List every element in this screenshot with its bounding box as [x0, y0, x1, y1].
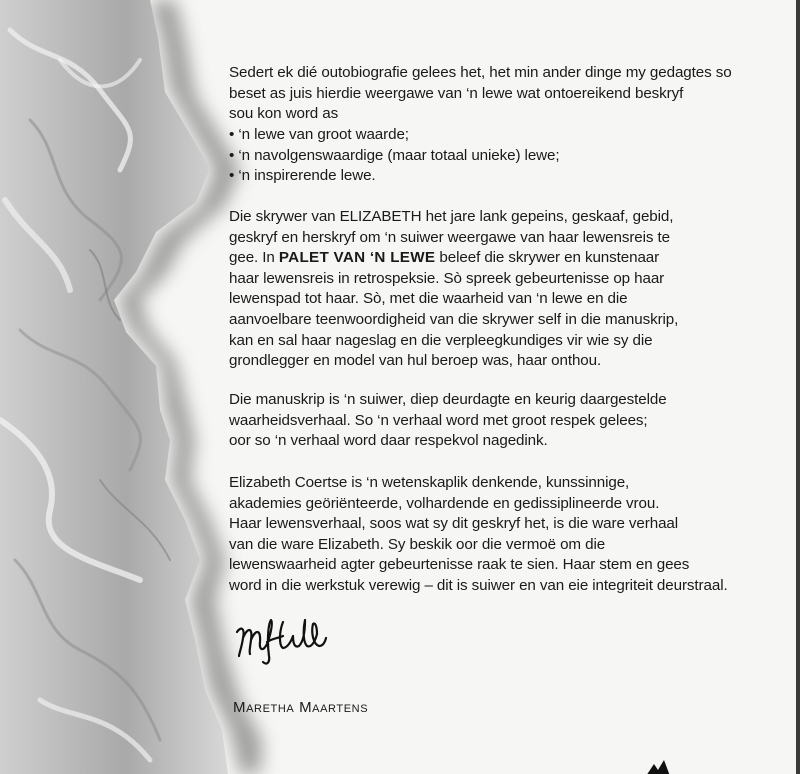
- text-line: haar lewensreis in retrospeksie. Sò spreek gebeurtenisse op haar: [229, 269, 665, 287]
- corner-logo-mark: [640, 756, 680, 774]
- text-line: Haar lewensverhaal, soos wat sy dit geskryf het, is die ware verhaal: [229, 515, 679, 533]
- text-line: geskryf en herskryf om ‘n suiwer weergawe van haar lewensreis te: [229, 228, 670, 246]
- paragraph-four: [229, 473, 777, 597]
- author-name: Maretha Maartens: [233, 699, 369, 716]
- text-line: sou kon word as: [229, 105, 339, 123]
- text-line: van die ware Elizabeth. Sy beskik oor die vermoë om die: [229, 535, 606, 553]
- text-line: waarheidsverhaal. So ‘n verhaal word met groot respek gelees;: [229, 411, 648, 429]
- paragraph-three: [229, 390, 777, 452]
- paragraph-two-block: [229, 207, 777, 392]
- text-line: Die skrywer van ELIZABETH het jare lank gepeins, geskaaf, gebid,: [229, 208, 674, 225]
- intro-paragraph: [229, 63, 777, 125]
- book-title: PALET VAN ‘N LEWE: [278, 249, 436, 267]
- text-line: beset as juis hierdie weergawe van ‘n lewe wat ontoereikend beskryf: [229, 84, 684, 102]
- text-line: word in die werkstuk verewig – dit is suiwer en van eie integriteit deurstraal.: [229, 576, 728, 594]
- qualities-list: [229, 125, 777, 187]
- text-line: akademies geöriënteerde, volhardende en gedissiplineerde vrou.: [229, 494, 660, 512]
- text-line: aanvoelbare teenwoordigheid van die skrywer self in die manuskrip,: [229, 310, 679, 328]
- list-item: • ‘n navolgenswaardige (maar totaal unieke) lewe;: [229, 146, 777, 167]
- text-line: Sedert ek dié outobiografie gelees het, het min ander dinge my gedagtes so: [229, 64, 732, 81]
- paragraph-three-block: [229, 390, 777, 472]
- list-item: • ‘n inspirerende lewe.: [229, 166, 777, 187]
- handwritten-signature: [233, 612, 328, 667]
- text-line: Elizabeth Coertse is ‘n wetenskaplik denkende, kunssinnige,: [229, 474, 630, 491]
- text-line: oor so ‘n verhaal word daar respekvol nagedink.: [229, 432, 548, 450]
- paragraph-two: [229, 207, 777, 372]
- text-line: beleef die skrywer en kunstenaar: [435, 249, 660, 267]
- page-edge: [796, 0, 800, 774]
- text-line: lewenspad tot haar. Sò, met die waarheid van ‘n lewe en die: [229, 290, 628, 308]
- text-line: gee. In: [229, 249, 279, 267]
- text-line: kan en sal haar nageslag en die verpleegkundiges vir wie sy die: [229, 331, 653, 349]
- qualities-list-block: [229, 125, 777, 187]
- text-line: Die manuskrip is ‘n suiwer, diep deurdagte en keurig daargestelde: [229, 391, 667, 408]
- paragraph-four-block: [229, 473, 777, 617]
- text-line: grondlegger en model van hul beroep was, haar onthou.: [229, 352, 602, 370]
- list-item: • ‘n lewe van groot waarde;: [229, 125, 777, 146]
- text-line: lewenswaarheid agter gebeurtenisse raak te sien. Haar stem en gees: [229, 556, 690, 574]
